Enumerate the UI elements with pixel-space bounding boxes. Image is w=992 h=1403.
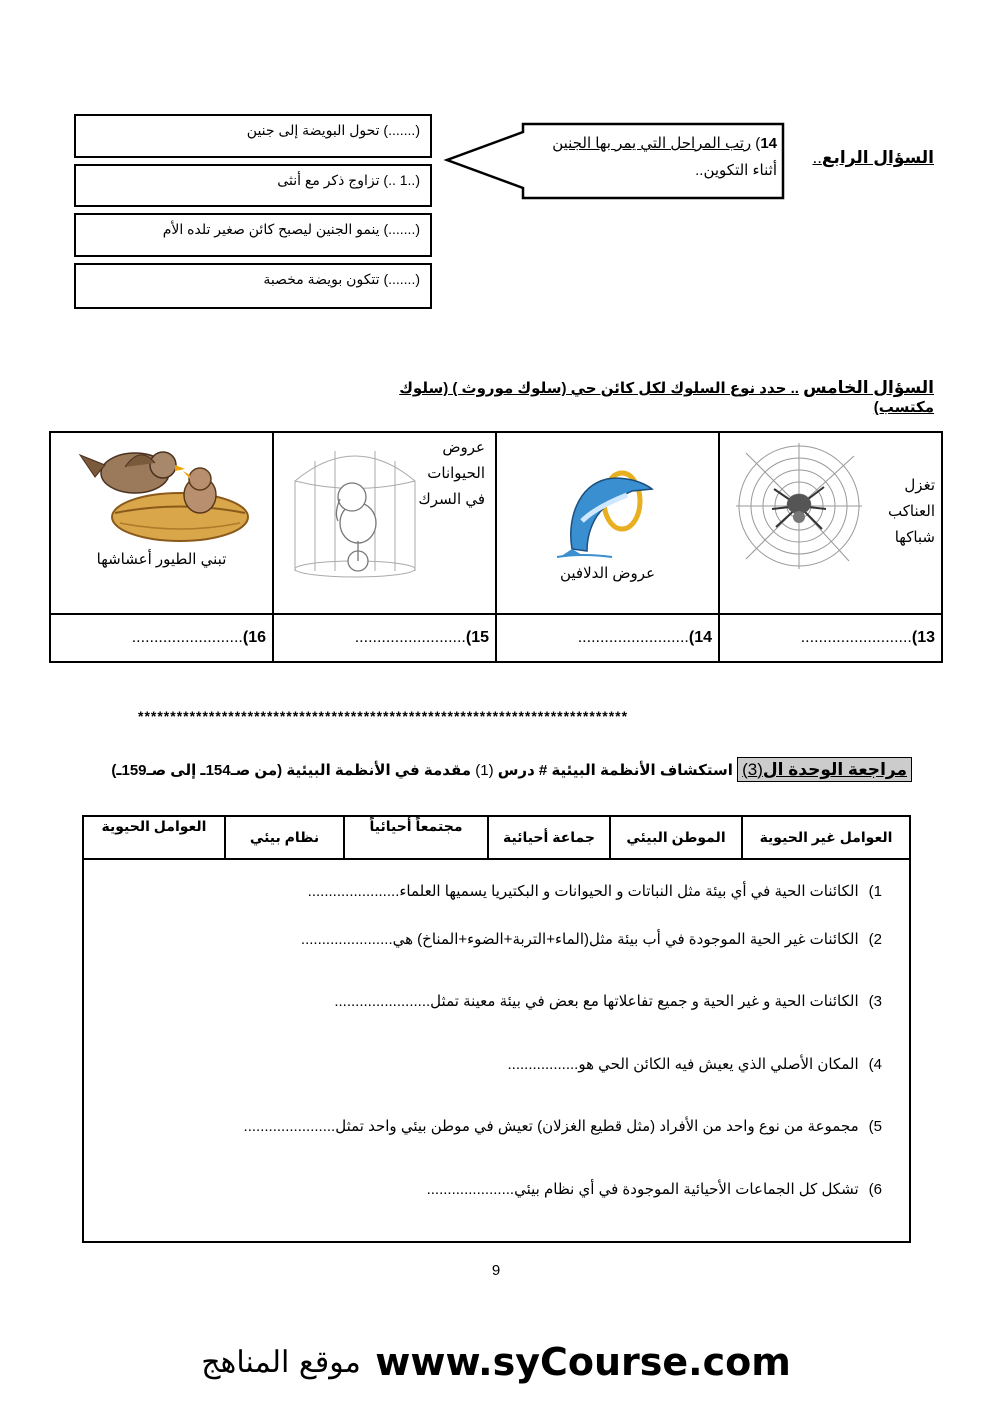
q5-answer-15-number: 15) (465, 629, 489, 646)
rq5-text: مجموعة من نوع واحد من الأفراد (مثل قطيع الغزلان) تعيش في موطن بيئي واحد تمثل...................... (243, 1118, 859, 1135)
q4-question-text: رتب المراحل التي يمر بها الجنين (552, 135, 752, 152)
footer (0, 1340, 992, 1384)
q5-answer-14-dots: ......................... (577, 629, 689, 646)
q4-label-suffix: .. (812, 148, 822, 167)
q5-caption-13: تغزل العناكب شباكها (888, 477, 935, 546)
review-question-2 (301, 930, 882, 948)
q5-caption-15: عروض الحيوانات في السرك (418, 439, 485, 508)
q5-cell-14 (496, 432, 719, 614)
q4-question-rest: أثناء التكوين.. (695, 162, 777, 179)
word-bank-habitat: الموطن البيئي (610, 816, 742, 859)
q5-answer-13-dots: ......................... (800, 629, 912, 646)
word-bank-abiotic: العوامل غير الحيوية (742, 816, 910, 859)
rq4-num: 4) (868, 1056, 882, 1073)
q5-caption-16: تبني الطيور أعشاشها (96, 551, 227, 568)
q5-answer-13[interactable] (719, 614, 942, 662)
spider-web-image (734, 441, 864, 571)
review-title-unit (737, 757, 912, 782)
q4-step-2 (74, 164, 432, 207)
rq2-num: 2) (868, 931, 882, 948)
q4-step-1-text: (.......) تحول البويضة إلى جنين (246, 122, 420, 138)
rq5-num: 5) (868, 1118, 882, 1135)
q5-cell-13 (719, 432, 942, 614)
word-bank-community: مجتمعاً أحيائياً (344, 816, 488, 859)
q5-cell-15 (273, 432, 496, 614)
q5-answer-14-number: 14) (688, 629, 712, 646)
rq6-text: تشكل كل الجماعات الأحيائية الموجودة في أي نظام بيئي..................... (426, 1181, 859, 1198)
rq4-text: المكان الأصلي الذي يعيش فيه الكائن الحي هو................. (507, 1056, 859, 1073)
q4-step-4 (74, 263, 432, 309)
rq3-text: الكائنات الحية و غير الحية و جميع تفاعلاتها مع بعض في بيئة معينة تمثل....................... (334, 993, 859, 1010)
q5-answer-16[interactable] (50, 614, 273, 662)
rq2-text: الكائنات غير الحية الموجودة في أب بيئة مثل(الماء+التربة+الضوء+المناخ) هي...................... (300, 931, 859, 948)
q5-answer-16-number: 16) (242, 629, 266, 646)
q5-answer-15[interactable] (273, 614, 496, 662)
review-title-lesson: استكشاف الأنظمة البيئية # درس (497, 762, 733, 779)
review-question-6 (427, 1180, 882, 1198)
q5-answer-14[interactable] (496, 614, 719, 662)
review-question-4 (508, 1055, 883, 1073)
review-title-topic: مقدمة في الأنظمة البيئية (286, 762, 472, 779)
rq6-num: 6) (868, 1181, 882, 1198)
page-number: 9 (491, 1262, 501, 1279)
q5-label: السؤال الخامس (803, 378, 934, 397)
review-title-unit-number: (3) (742, 760, 763, 779)
review-title (111, 760, 912, 780)
q4-step-1 (74, 114, 432, 158)
circus-elephant-image (290, 441, 420, 581)
dolphin-hoop-image (552, 461, 672, 561)
q5-answer-16-dots: ......................... (131, 629, 243, 646)
q4-label (812, 148, 934, 168)
rq3-num: 3) (868, 993, 882, 1010)
q5-caption-14: عروض الدلافين (559, 565, 656, 582)
q4-question: 14) رتب المراحل التي يمر بها الجنين أثناء التكوين.. (552, 135, 777, 179)
word-bank-ecosystem: نظام بيئي (225, 816, 344, 859)
star-separator: **************************************************************************** (138, 708, 629, 724)
review-question-1 (308, 882, 882, 900)
word-bank (82, 815, 911, 860)
rq1-num: 1) (868, 883, 882, 900)
q4-step-2-text: (..1 ..) تزاوج ذكر مع أنثى (277, 172, 420, 188)
birds-nest-image (75, 435, 255, 545)
q5-answer-15-dots: ......................... (354, 629, 466, 646)
review-box (82, 815, 911, 1243)
footer-site-name: موقع المناهج (201, 1344, 361, 1380)
word-bank-population: جماعة أحيائية (488, 816, 610, 859)
q5-answer-13-number: 13) (911, 629, 935, 646)
review-question-5 (244, 1117, 882, 1135)
q4-label-text: السؤال الرابع (821, 148, 934, 167)
q5-cell-16 (50, 432, 273, 614)
q4-step-4-text: (.......) تتكون بويضة مخصبة (263, 271, 420, 287)
review-title-pages: (من صـ154ـ إلى صـ159ـ) (111, 762, 283, 779)
q5-heading (374, 378, 934, 416)
review-title-unit-text: مراجعة الوحدة ال (762, 760, 907, 779)
q4-step-3-text: (.......) ينمو الجنين ليصبح كائن صغير تلده الأم (162, 221, 420, 237)
q5-instruction: .. حدد نوع السلوك لكل كائن حي (سلوك موروث ) (سلوك مكتسب) (399, 380, 934, 416)
q4-question-number: 14 (760, 135, 777, 152)
q4-step-3 (74, 213, 432, 257)
review-title-lesson-number: (1) (475, 762, 494, 779)
footer-url[interactable]: www.syCourse.com (375, 1340, 791, 1384)
review-question-3 (334, 992, 882, 1010)
word-bank-biotic: العوامل الحيوية (83, 816, 225, 859)
q5-table (49, 431, 943, 663)
rq1-text: الكائنات الحية في أي بيئة مثل النباتات و الحيوانات و البكتيريا يسميها العلماء...................... (307, 883, 859, 900)
